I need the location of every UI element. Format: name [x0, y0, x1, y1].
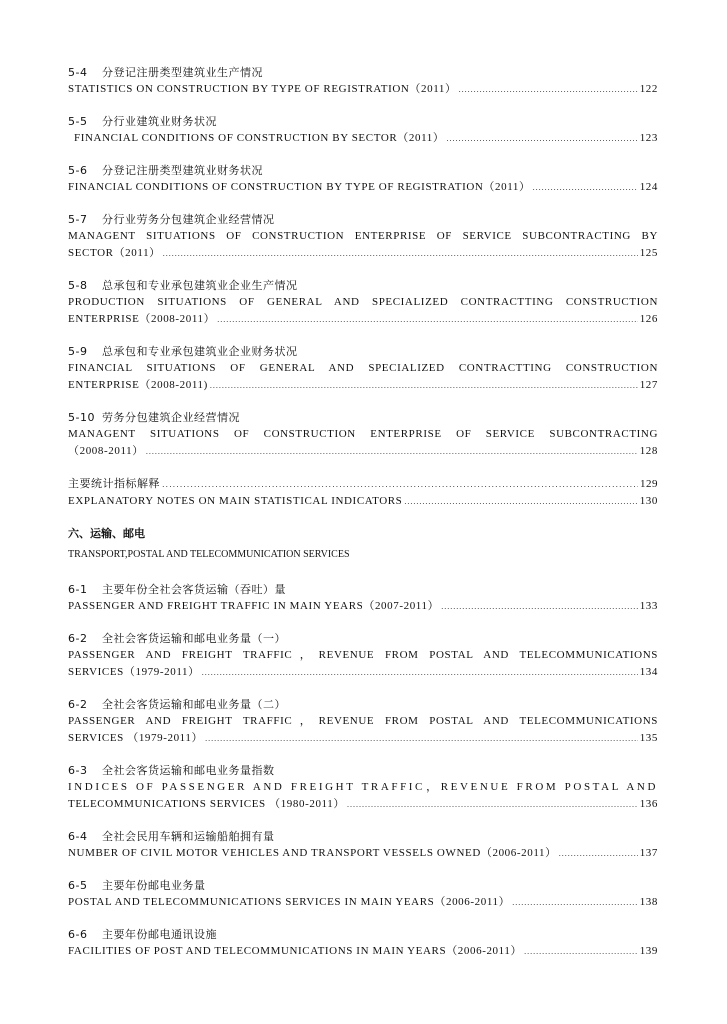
entry-cn-title: 5-10 劳务分包建筑企业经营情况	[68, 411, 240, 424]
entry-en-line: TELECOMMUNICATIONS SERVICES （1980-2011） ..... 136	[68, 796, 658, 813]
page-number: 129	[640, 478, 658, 490]
entry-cn-title: 6-3 全社会客货运输和邮电业务量指数	[68, 764, 275, 777]
toc-entry-notes[interactable]	[68, 475, 658, 510]
toc-entry-6-6[interactable]	[68, 926, 658, 960]
toc-entry-5-7[interactable]	[68, 211, 658, 262]
page-number: 138	[639, 896, 658, 908]
entry-en-line: SERVICES （1979-2011） ..... 135	[68, 730, 658, 747]
entry-en-line: （2008-2011） ..... 128	[68, 443, 658, 460]
entry-en-line: FACILITIES OF POST AND TELECOMMUNICATIONS IN MAIN YEARS（2006-2011） ..... 139	[68, 943, 658, 960]
page-number: 135	[639, 732, 658, 744]
page-number: 133	[639, 600, 658, 612]
page-number: 125	[639, 247, 658, 259]
entry-en-line: FINANCIAL CONDITIONS OF CONSTRUCTION BY SECTOR（2011） ..... 123	[68, 130, 658, 147]
entry-en-first-line: FINANCIAL SITUATIONS OF GENERAL AND SPECIALIZED CONTRACTTING CONSTRUCTION	[68, 362, 658, 374]
entry-en-line: PASSENGER AND FREIGHT TRAFFIC IN MAIN YEARS（2007-2011） ..... 133	[68, 598, 658, 615]
entry-en-first-line: PRODUCTION SITUATIONS OF GENERAL AND SPECIALIZED CONTRACTTING CONSTRUCTION	[68, 296, 658, 308]
entry-en-line: SECTOR（2011） ..... 125	[68, 245, 658, 262]
page-number: 139	[639, 945, 658, 957]
entry-cn-title: 6-5 主要年份邮电业务量	[68, 879, 206, 892]
toc-entry-5-6[interactable]	[68, 162, 658, 196]
entry-en-line: ENTERPRISE（2008-2011） ..... 126	[68, 311, 658, 328]
page-number: 137	[639, 847, 658, 859]
entry-cn-title: 5-7 分行业劳务分包建筑企业经营情况	[68, 213, 275, 226]
toc-entry-6-1[interactable]	[68, 581, 658, 615]
page-number: 136	[639, 798, 658, 810]
page-number: 130	[639, 495, 658, 507]
entry-cn-title: 6-4 全社会民用车辆和运输船舶拥有量	[68, 830, 275, 843]
page-number: 123	[639, 132, 658, 144]
toc-entry-5-9[interactable]	[68, 343, 658, 394]
entry-cn-title: 5-6 分登记注册类型建筑业财务状况	[68, 164, 263, 177]
page-number: 127	[639, 379, 658, 391]
entry-en-line: POSTAL AND TELECOMMUNICATIONS SERVICES IN MAIN YEARS（2006-2011） ..... 138	[68, 894, 658, 911]
toc-entry-6-4[interactable]	[68, 828, 658, 862]
toc-page	[68, 64, 658, 975]
page-number: 128	[639, 445, 658, 457]
entry-cn-title: 5-8 总承包和专业承包建筑业企业生产情况	[68, 279, 298, 292]
entry-cn-title: 6-2 全社会客货运输和邮电业务量（二）	[68, 698, 286, 711]
entry-cn-title: 6-1 主要年份全社会客货运输（吞吐）量	[68, 583, 286, 596]
entry-en-first-line: MANAGENT SITUATIONS OF CONSTRUCTION ENTERPRISE OF SERVICE SUBCONTRACTING	[68, 428, 658, 440]
section-title-en: TRANSPORT,POSTAL AND TELECOMMUNICATION SERVICES	[68, 549, 350, 560]
entry-en-line: STATISTICS ON CONSTRUCTION BY TYPE OF REGISTRATION（2011） ..... 122	[68, 81, 658, 98]
entry-cn-title: 6-6 主要年份邮电通讯设施	[68, 928, 217, 941]
page-number: 134	[639, 666, 658, 678]
toc-entry-6-2-b[interactable]	[68, 696, 658, 747]
section-title-cn: 六、运输、邮电	[68, 527, 145, 540]
entry-cn-title: 6-2 全社会客货运输和邮电业务量（一）	[68, 632, 286, 645]
section-heading	[68, 525, 658, 563]
entry-cn-title: 5-9 总承包和专业承包建筑业企业财务状况	[68, 345, 298, 358]
entry-en-first-line: PASSENGER AND FREIGHT TRAFFIC，REVENUE FROM POSTAL AND TELECOMMUNICATIONS	[68, 715, 658, 727]
notes-cn-line: 主要统计指标解释 ..... 129	[68, 475, 658, 493]
toc-entry-5-8[interactable]	[68, 277, 658, 328]
toc-entry-6-5[interactable]	[68, 877, 658, 911]
page-number: 122	[639, 83, 658, 95]
page-number: 126	[639, 313, 658, 325]
toc-entry-6-3[interactable]	[68, 762, 658, 813]
entry-en-first-line: MANAGENT SITUATIONS OF CONSTRUCTION ENTERPRISE OF SERVICE SUBCONTRACTING BY	[68, 230, 658, 242]
entry-en-line: ENTERPRISE（2008-2011) ..... 127	[68, 377, 658, 394]
toc-entry-5-5[interactable]	[68, 113, 658, 147]
page-number: 124	[639, 181, 658, 193]
toc-entry-5-10[interactable]	[68, 409, 658, 460]
toc-entry-6-2-a[interactable]	[68, 630, 658, 681]
entry-en-line: SERVICES（1979-2011） ..... 134	[68, 664, 658, 681]
entry-en-first-line: INDICES OF PASSENGER AND FREIGHT TRAFFIC，REVENUE FROM POSTAL AND	[68, 781, 658, 793]
entry-en-first-line: PASSENGER AND FREIGHT TRAFFIC，REVENUE FROM POSTAL AND TELECOMMUNICATIONS	[68, 649, 658, 661]
entry-cn-title: 5-4 分登记注册类型建筑业生产情况	[68, 66, 263, 79]
entry-cn-title: 5-5 分行业建筑业财务状况	[68, 115, 217, 128]
entry-en-line: NUMBER OF CIVIL MOTOR VEHICLES AND TRANSPORT VESSELS OWNED（2006-2011） ..... 137	[68, 845, 658, 862]
entry-en-line: FINANCIAL CONDITIONS OF CONSTRUCTION BY TYPE OF REGISTRATION（2011） ..... 124	[68, 179, 658, 196]
toc-entry-5-4[interactable]	[68, 64, 658, 98]
notes-en-line: EXPLANATORY NOTES ON MAIN STATISTICAL INDICATORS ..... 130	[68, 493, 658, 510]
